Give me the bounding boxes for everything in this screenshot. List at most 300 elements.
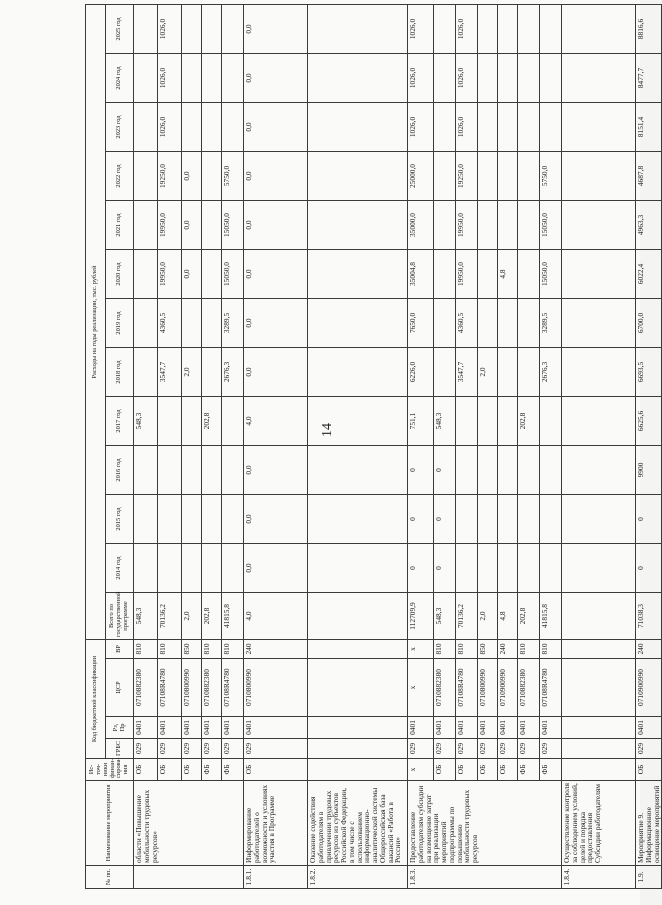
- cell-vr: [308, 640, 408, 659]
- cell-grbs: [308, 739, 408, 759]
- header-source: Ис-точ-ники финан-сирова-ния: [86, 759, 134, 781]
- cell-source: ФБ: [540, 759, 562, 781]
- header-vr: ВР: [106, 640, 134, 659]
- cell-vr: 810: [540, 640, 562, 659]
- cell-year-value: 0,0: [182, 201, 202, 250]
- cell-year-value: 8477,7: [636, 54, 662, 103]
- cell-year-value: 1026,0: [158, 103, 182, 152]
- cell-csr: 0710800990: [182, 659, 202, 717]
- cell-year-value: [134, 4, 158, 53]
- header-year: 2017 год: [106, 397, 134, 446]
- cell-year-value: 0: [434, 495, 456, 544]
- cell-year-value: [518, 495, 540, 544]
- cell-total: 2,0: [182, 593, 202, 640]
- table-row: [222, 4, 244, 888]
- cell-source: [562, 759, 636, 781]
- cell-year-value: [308, 152, 408, 201]
- cell-year-value: 1026,0: [158, 4, 182, 53]
- cell-year-value: [540, 495, 562, 544]
- cell-year-value: 0,0: [244, 4, 308, 53]
- cell-year-value: 0: [408, 495, 434, 544]
- cell-grbs: 029: [518, 739, 540, 759]
- cell-year-value: 6226,0: [408, 348, 434, 397]
- cell-year-value: 1026,0: [456, 4, 478, 53]
- table-row: [408, 4, 434, 888]
- header-year: 2018 год: [106, 348, 134, 397]
- cell-year-value: 35004,8: [408, 250, 434, 299]
- cell-vr: 810: [134, 640, 158, 659]
- header-total: Всего по государственной программе: [106, 593, 134, 640]
- cell-year-value: [562, 54, 636, 103]
- cell-rzpr: 0401: [222, 717, 244, 739]
- cell-vr: 810: [518, 640, 540, 659]
- table-row: [202, 4, 222, 888]
- cell-csr: 07108R4780: [158, 659, 182, 717]
- cell-year-value: 2676,3: [222, 348, 244, 397]
- cell-source: ОБ: [498, 759, 518, 781]
- cell-year-value: [434, 201, 456, 250]
- cell-year-value: 5750,0: [540, 152, 562, 201]
- cell-year-value: [562, 495, 636, 544]
- cell-year-value: [518, 54, 540, 103]
- table-row: [498, 4, 518, 888]
- cell-year-value: 0,0: [244, 250, 308, 299]
- cell-year-value: 19950,0: [456, 250, 478, 299]
- cell-source: ФБ: [518, 759, 540, 781]
- cell-csr: 07108R4780: [540, 659, 562, 717]
- cell-year-value: [518, 446, 540, 495]
- cell-year-value: [498, 348, 518, 397]
- cell-year-value: [158, 544, 182, 593]
- cell-year-value: 6625,6: [636, 397, 662, 446]
- cell-year-value: [182, 103, 202, 152]
- cell-csr: 0710882380: [202, 659, 222, 717]
- cell-year-value: [182, 397, 202, 446]
- cell-source: х: [408, 759, 434, 781]
- cell-year-value: [478, 152, 498, 201]
- cell-year-value: [134, 299, 158, 348]
- cell-year-value: [478, 397, 498, 446]
- cell-year-value: 8816,6: [636, 4, 662, 53]
- cell-year-value: [518, 348, 540, 397]
- cell-year-value: 548,3: [134, 397, 158, 446]
- table-row: [540, 4, 562, 888]
- cell-rzpr: 0401: [434, 717, 456, 739]
- cell-year-value: 4360,5: [158, 299, 182, 348]
- cell-grbs: 029: [498, 739, 518, 759]
- cell-year-value: [498, 4, 518, 53]
- cell-rzpr: 0401: [408, 717, 434, 739]
- budget-table: [85, 4, 662, 889]
- cell-no: 1.8.1.: [244, 866, 308, 889]
- table-row: [182, 4, 202, 888]
- cell-no: 1.8.3.: [408, 866, 562, 889]
- cell-total: 41815,8: [222, 593, 244, 640]
- rotated-table-container: [85, 4, 661, 889]
- cell-year-value: [134, 201, 158, 250]
- cell-year-value: [540, 103, 562, 152]
- cell-year-value: 5750,0: [222, 152, 244, 201]
- cell-year-value: [562, 299, 636, 348]
- cell-year-value: 2,0: [478, 348, 498, 397]
- cell-year-value: 0,0: [244, 54, 308, 103]
- cell-year-value: [498, 152, 518, 201]
- cell-year-value: [456, 397, 478, 446]
- cell-year-value: 548,3: [434, 397, 456, 446]
- cell-year-value: 1026,0: [408, 54, 434, 103]
- cell-year-value: 0: [636, 495, 662, 544]
- cell-year-value: 15050,0: [540, 201, 562, 250]
- cell-vr: 240: [636, 640, 662, 659]
- cell-year-value: [478, 250, 498, 299]
- cell-year-value: [478, 201, 498, 250]
- cell-csr: 0710882380: [434, 659, 456, 717]
- table-row: [434, 4, 456, 888]
- cell-year-value: 0,0: [244, 495, 308, 544]
- header-year: 2021 год: [106, 201, 134, 250]
- cell-vr: 810: [222, 640, 244, 659]
- cell-year-value: [308, 397, 408, 446]
- cell-vr: [562, 640, 636, 659]
- cell-source: ОБ: [244, 759, 308, 781]
- cell-year-value: [456, 446, 478, 495]
- cell-grbs: 029: [202, 739, 222, 759]
- cell-year-value: [182, 299, 202, 348]
- cell-year-value: [182, 544, 202, 593]
- table-row: [478, 4, 498, 888]
- table-row: [244, 4, 308, 888]
- header-budget-code-group: Код бюджетной классификации: [86, 640, 106, 759]
- cell-year-value: [202, 544, 222, 593]
- cell-year-value: [498, 201, 518, 250]
- cell-source: ОБ: [158, 759, 182, 781]
- cell-year-value: [498, 397, 518, 446]
- cell-year-value: 25000,0: [408, 152, 434, 201]
- cell-year-value: [222, 397, 244, 446]
- cell-year-value: 4963,3: [636, 201, 662, 250]
- cell-year-value: [202, 446, 222, 495]
- cell-year-value: 3289,5: [540, 299, 562, 348]
- table-body: [134, 4, 662, 888]
- cell-no: 1.9.: [636, 866, 662, 889]
- cell-year-value: 9900: [636, 446, 662, 495]
- cell-source: ФБ: [202, 759, 222, 781]
- cell-vr: 850: [182, 640, 202, 659]
- cell-vr: 850: [478, 640, 498, 659]
- cell-year-value: [562, 152, 636, 201]
- header-year: 2023 год: [106, 103, 134, 152]
- cell-vr: 810: [202, 640, 222, 659]
- cell-year-value: [434, 152, 456, 201]
- cell-source: ОБ: [182, 759, 202, 781]
- cell-year-value: [540, 4, 562, 53]
- cell-rzpr: 0401: [134, 717, 158, 739]
- cell-csr: 0710800990: [478, 659, 498, 717]
- cell-rzpr: 0401: [456, 717, 478, 739]
- cell-year-value: [478, 299, 498, 348]
- cell-year-value: 0,0: [244, 103, 308, 152]
- cell-total: 71038,3: [636, 593, 662, 640]
- cell-year-value: 0: [408, 544, 434, 593]
- cell-year-value: [158, 397, 182, 446]
- cell-year-value: [202, 4, 222, 53]
- cell-year-value: [498, 54, 518, 103]
- header-no: № пп.: [86, 866, 134, 889]
- cell-csr: 0710900990: [498, 659, 518, 717]
- cell-year-value: [518, 4, 540, 53]
- cell-year-value: 751,1: [408, 397, 434, 446]
- cell-grbs: 029: [134, 739, 158, 759]
- cell-year-value: [202, 54, 222, 103]
- cell-year-value: 3547,7: [158, 348, 182, 397]
- cell-year-value: [540, 544, 562, 593]
- cell-year-value: [562, 446, 636, 495]
- cell-total: 4,8: [498, 593, 518, 640]
- cell-source: ОБ: [478, 759, 498, 781]
- cell-grbs: 029: [408, 739, 434, 759]
- cell-source: ФБ: [222, 759, 244, 781]
- cell-name: Предоставление работодателям субсидии на возмещение затрат при реализации мероприятий подпрограммы по повышению мобильности трудовых ресурсов: [408, 781, 562, 866]
- cell-year-value: [434, 250, 456, 299]
- cell-vr: 810: [456, 640, 478, 659]
- cell-csr: 0710882380: [518, 659, 540, 717]
- cell-year-value: 0: [434, 446, 456, 495]
- cell-year-value: [498, 446, 518, 495]
- cell-year-value: 2676,3: [540, 348, 562, 397]
- cell-year-value: [456, 544, 478, 593]
- cell-rzpr: 0401: [478, 717, 498, 739]
- cell-year-value: [498, 103, 518, 152]
- cell-year-value: [518, 544, 540, 593]
- cell-year-value: [134, 348, 158, 397]
- cell-year-value: 0: [408, 446, 434, 495]
- cell-year-value: [182, 4, 202, 53]
- cell-name: Информирование работодателей о возможности и условиях участия в Программе: [244, 781, 308, 866]
- cell-year-value: [518, 250, 540, 299]
- cell-year-value: [222, 495, 244, 544]
- cell-vr: 810: [158, 640, 182, 659]
- cell-year-value: 6022,4: [636, 250, 662, 299]
- cell-year-value: [498, 544, 518, 593]
- cell-year-value: 4360,5: [456, 299, 478, 348]
- cell-year-value: [308, 103, 408, 152]
- cell-year-value: [308, 201, 408, 250]
- cell-csr: х: [408, 659, 434, 717]
- cell-rzpr: 0401: [540, 717, 562, 739]
- cell-name: Осуществление контроля за соблюдением условий, целей и порядка предоставления Субсидии работодателям: [562, 781, 636, 866]
- cell-year-value: 1026,0: [408, 103, 434, 152]
- cell-source: ОБ: [134, 759, 158, 781]
- cell-csr: 0710882380: [134, 659, 158, 717]
- cell-total: 548,3: [134, 593, 158, 640]
- page-number: 14: [320, 423, 335, 437]
- cell-year-value: [562, 103, 636, 152]
- cell-csr: 07108R4780: [456, 659, 478, 717]
- cell-year-value: [202, 348, 222, 397]
- cell-grbs: 029: [456, 739, 478, 759]
- cell-csr: [562, 659, 636, 717]
- cell-year-value: 202,8: [202, 397, 222, 446]
- header-year: 2016 год: [106, 446, 134, 495]
- cell-total: 4,0: [244, 593, 308, 640]
- cell-year-value: 0: [434, 544, 456, 593]
- cell-year-value: [158, 446, 182, 495]
- cell-rzpr: 0401: [518, 717, 540, 739]
- cell-total: 41815,8: [540, 593, 562, 640]
- cell-year-value: 0: [636, 544, 662, 593]
- cell-year-value: 15050,0: [222, 250, 244, 299]
- header-year: 2015 год: [106, 495, 134, 544]
- table-row: [518, 4, 540, 888]
- table-row: [134, 4, 158, 888]
- cell-year-value: [182, 495, 202, 544]
- cell-year-value: 7650,0: [408, 299, 434, 348]
- cell-year-value: 19950,0: [158, 250, 182, 299]
- cell-no: [134, 866, 244, 889]
- cell-year-value: [222, 4, 244, 53]
- cell-grbs: 029: [182, 739, 202, 759]
- cell-year-value: [222, 446, 244, 495]
- header-rzpr: Рз, Пр: [106, 717, 134, 739]
- cell-year-value: [478, 103, 498, 152]
- cell-year-value: [308, 4, 408, 53]
- header-year: 2024 год: [106, 54, 134, 103]
- cell-rzpr: [562, 717, 636, 739]
- cell-year-value: [134, 495, 158, 544]
- cell-year-value: [434, 4, 456, 53]
- cell-year-value: 3547,7: [456, 348, 478, 397]
- cell-source: [308, 759, 408, 781]
- cell-no: 1.8.2.: [308, 866, 408, 889]
- cell-total: 2,0: [478, 593, 498, 640]
- cell-year-value: 3289,5: [222, 299, 244, 348]
- cell-year-value: [562, 4, 636, 53]
- cell-year-value: 15050,0: [222, 201, 244, 250]
- cell-year-value: 4,0: [244, 397, 308, 446]
- cell-year-value: [562, 348, 636, 397]
- cell-year-value: [182, 54, 202, 103]
- cell-rzpr: 0401: [158, 717, 182, 739]
- header-year: 2020 год: [106, 250, 134, 299]
- cell-grbs: [562, 739, 636, 759]
- cell-year-value: [182, 446, 202, 495]
- cell-total: 202,8: [518, 593, 540, 640]
- cell-year-value: 0,0: [244, 348, 308, 397]
- cell-year-value: [478, 446, 498, 495]
- cell-year-value: [222, 103, 244, 152]
- cell-source: ОБ: [434, 759, 456, 781]
- cell-name: Мероприятие 9. Информационное освещение мероприятий: [636, 781, 662, 866]
- cell-year-value: [308, 54, 408, 103]
- cell-year-value: [478, 544, 498, 593]
- cell-year-value: [562, 544, 636, 593]
- cell-year-value: [158, 495, 182, 544]
- header-csr: ЦСР: [106, 659, 134, 717]
- cell-csr: 0710900990: [636, 659, 662, 717]
- cell-year-value: [308, 446, 408, 495]
- cell-year-value: [434, 54, 456, 103]
- cell-year-value: 6693,5: [636, 348, 662, 397]
- cell-year-value: [434, 299, 456, 348]
- cell-year-value: [134, 544, 158, 593]
- cell-year-value: 0,0: [244, 446, 308, 495]
- cell-year-value: 0,0: [244, 201, 308, 250]
- cell-year-value: [540, 446, 562, 495]
- cell-year-value: [308, 250, 408, 299]
- cell-rzpr: 0401: [636, 717, 662, 739]
- cell-year-value: [518, 103, 540, 152]
- cell-year-value: 19950,0: [158, 201, 182, 250]
- cell-year-value: [134, 103, 158, 152]
- cell-source: ОБ: [636, 759, 662, 781]
- cell-year-value: [308, 495, 408, 544]
- cell-year-value: 1026,0: [456, 54, 478, 103]
- cell-year-value: 0,0: [244, 152, 308, 201]
- cell-grbs: 029: [222, 739, 244, 759]
- cell-year-value: 0,0: [182, 250, 202, 299]
- cell-year-value: 202,8: [518, 397, 540, 446]
- cell-year-value: [202, 250, 222, 299]
- cell-vr: 240: [498, 640, 518, 659]
- cell-year-value: 19250,0: [456, 152, 478, 201]
- cell-total: 202,8: [202, 593, 222, 640]
- cell-year-value: 1026,0: [158, 54, 182, 103]
- header-name: Наименование мероприятия: [86, 781, 134, 866]
- cell-year-value: [202, 495, 222, 544]
- cell-year-value: [202, 299, 222, 348]
- cell-year-value: [498, 495, 518, 544]
- cell-year-value: [134, 250, 158, 299]
- cell-year-value: [562, 201, 636, 250]
- cell-year-value: [134, 54, 158, 103]
- cell-rzpr: 0401: [182, 717, 202, 739]
- cell-total: 112709,9: [408, 593, 434, 640]
- header-year: 2014 год: [106, 544, 134, 593]
- cell-year-value: 0,0: [244, 544, 308, 593]
- cell-year-value: [308, 544, 408, 593]
- cell-year-value: 2,0: [182, 348, 202, 397]
- cell-year-value: [478, 495, 498, 544]
- cell-grbs: 029: [636, 739, 662, 759]
- table-row: [636, 4, 662, 888]
- cell-year-value: 1026,0: [456, 103, 478, 152]
- cell-total: [562, 593, 636, 640]
- cell-grbs: 029: [478, 739, 498, 759]
- cell-vr: х: [408, 640, 434, 659]
- cell-year-value: 6700,0: [636, 299, 662, 348]
- cell-grbs: 029: [540, 739, 562, 759]
- cell-total: 70136,2: [158, 593, 182, 640]
- cell-year-value: [308, 348, 408, 397]
- cell-total: 548,3: [434, 593, 456, 640]
- cell-year-value: [518, 299, 540, 348]
- header-year: 2025 год: [106, 4, 134, 53]
- cell-year-value: [222, 544, 244, 593]
- cell-rzpr: 0401: [498, 717, 518, 739]
- cell-total: 70136,2: [456, 593, 478, 640]
- cell-year-value: [202, 201, 222, 250]
- cell-rzpr: 0401: [202, 717, 222, 739]
- cell-source: ОБ: [456, 759, 478, 781]
- header-expenses-group: Расходы на годы реализации, тыс. рублей: [86, 4, 106, 639]
- cell-year-value: [434, 103, 456, 152]
- cell-year-value: 4,8: [498, 250, 518, 299]
- cell-vr: 810: [434, 640, 456, 659]
- cell-total: [308, 593, 408, 640]
- cell-year-value: 19950,0: [456, 201, 478, 250]
- cell-vr: 240: [244, 640, 308, 659]
- cell-rzpr: [308, 717, 408, 739]
